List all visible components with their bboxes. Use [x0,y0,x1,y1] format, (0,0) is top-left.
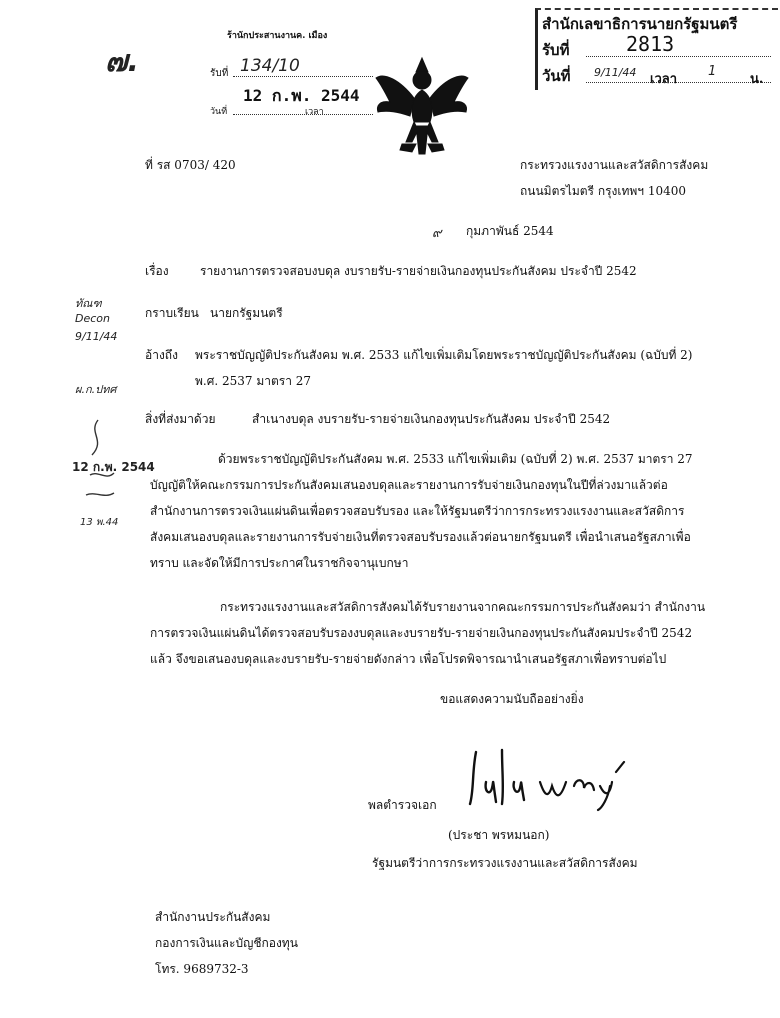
body-p1-line: สังคมเสนองบดุลและรายงานการรับจ่ายเงินที่ตรวจสอบรับรองแล้วต่อนายกรัฐมนตรี เพื่อนำเสนอรัฐสภาเพื่อ [150,530,691,544]
reference-number: ที่ รส 0703/ 420 [145,158,236,172]
receive-stamp-number-label: รับที่ [210,68,229,79]
secretariat-stamp-title: สำนักเลขาธิการนายกรัฐมนตรี [542,15,738,33]
receive-stamp-office: ร้านักประสานงานค. เมือง [227,31,328,41]
secretariat-stamp-line-1 [586,56,771,57]
receive-stamp-date: 12 ก.พ. 2544 [243,86,360,105]
secretariat-stamp-receipt-label: รับที่ [542,41,570,59]
secretariat-stamp-date: 9/11/44 [594,66,637,79]
subject-label: เรื่อง [145,264,169,278]
receive-stamp-time: เวลา [305,107,324,117]
signature-icon [462,742,632,812]
margin-note-5: 12 ก.พ. 2544 [72,460,155,474]
reference-line-1: พระราชบัญญัติประกันสังคม พ.ศ. 2533 แก้ไขเพิ่มเติมโดยพระราชบัญญัติประกันสังคม (ฉบับที่ 2) [195,348,693,362]
secretariat-stamp-receipt-no: 2813 [626,32,675,56]
ministry-name: กระทรวงแรงงานและสวัสดิการสังคม [520,158,709,172]
footer-division: กองการเงินและบัญชีกองทุน [155,936,298,950]
salutation-to: นายกรัฐมนตรี [210,306,283,320]
secretariat-stamp [535,8,778,90]
body-p2-line: แล้ว จึงขอเสนองบดุลและงบรายรับ-รายจ่ายดังกล่าว เพื่อโปรดพิจารณานำเสนอรัฐสภาเพื่อทราบต่อไป [150,652,667,666]
secretariat-stamp-time: 1 [708,64,717,79]
margin-note-1: ทัณฑ [75,297,102,310]
margin-scribble-icon [78,415,118,505]
footer-office: สำนักงานประกันสังคม [155,910,271,924]
body-paragraph-1 [150,446,693,576]
secretariat-stamp-time-label: เวลา [650,72,678,87]
reference-label: อ้างถึง [145,348,178,362]
subject-text: รายงานการตรวจสอบงบดุล งบรายรับ-รายจ่ายเงินกองทุนประกันสังคม ประจำปี 2542 [200,264,637,278]
receive-stamp [205,26,385,121]
garuda-emblem-icon [372,50,472,165]
body-p2-line: การตรวจเงินแผ่นดินได้ตรวจสอบรับรองงบดุลและงบรายรับ-รายจ่ายเงินกองทุนประกันสังคมประจำปี 2542 [150,626,693,640]
body-p1-line: บัญญัติให้คณะกรรมการประกันสังคมเสนองบดุลและรายงานการรับจ่ายเงินกองทุนในปีที่ล่วงมาแล้วต่อ [150,478,668,492]
closing-text: ขอแสดงความนับถืออย่างยิ่ง [440,692,584,706]
enclosure-label: สิ่งที่ส่งมาด้วย [145,412,216,426]
date-day: ๙ [432,226,442,241]
receive-stamp-number: 134/10 [240,56,300,76]
signatory-position: รัฐมนตรีว่าการกระทรวงแรงงานและสวัสดิการสังคม [372,856,638,870]
secretariat-stamp-time-unit: น. [750,72,764,87]
body-p1-line: สำนักงานการตรวจเงินแผ่นดินเพื่อตรวจสอบรับรอง และให้รัฐมนตรีว่าการกระทรวงแรงงานและสวัสดิการ [150,504,685,518]
reference-line-2: พ.ศ. 2537 มาตรา 27 [195,374,312,388]
receive-stamp-line-2 [233,114,373,115]
salutation-label: กราบเรียน [145,306,199,320]
body-p2-line: กระทรวงแรงงานและสวัสดิการสังคมได้รับรายงานจากคณะกรรมการประกันสังคมว่า สำนักงาน [220,600,706,614]
secretariat-stamp-line-2 [586,82,771,83]
date-month-year: กุมภาพันธ์ 2544 [466,224,554,238]
corner-number: ๗. [105,44,139,79]
footer-phone: โทร. 9689732-3 [155,962,249,976]
margin-note-2: Decon [75,312,110,325]
margin-note-4: ผ.ก.ปทศ [75,383,117,396]
margin-note-6: 13 พ.44 [80,517,119,528]
signatory-name: (ประชา พรหมนอก) [448,828,550,842]
enclosure-text: สำเนางบดุล งบรายรับ-รายจ่ายเงินกองทุนประกันสังคม ประจำปี 2542 [252,412,611,426]
body-p1-line: ด้วยพระราชบัญญัติประกันสังคม พ.ศ. 2533 แก้ไขเพิ่มเติม (ฉบับที่ 2) พ.ศ. 2537 มาตรา 27 [218,452,693,466]
body-p1-line: ทราบ และจัดให้มีการประกาศในราชกิจจานุเบกษา [150,556,409,570]
body-paragraph-2 [150,594,705,672]
margin-note-3: 9/11/44 [75,330,118,343]
ministry-address: ถนนมิตรไมตรี กรุงเทพฯ 10400 [520,184,687,198]
receive-stamp-time-label: วันที่ [210,107,228,117]
signatory-rank: พลตำรวจเอก [368,798,437,812]
secretariat-stamp-date-label: วันที่ [542,67,571,85]
receive-stamp-line-1 [233,76,373,77]
